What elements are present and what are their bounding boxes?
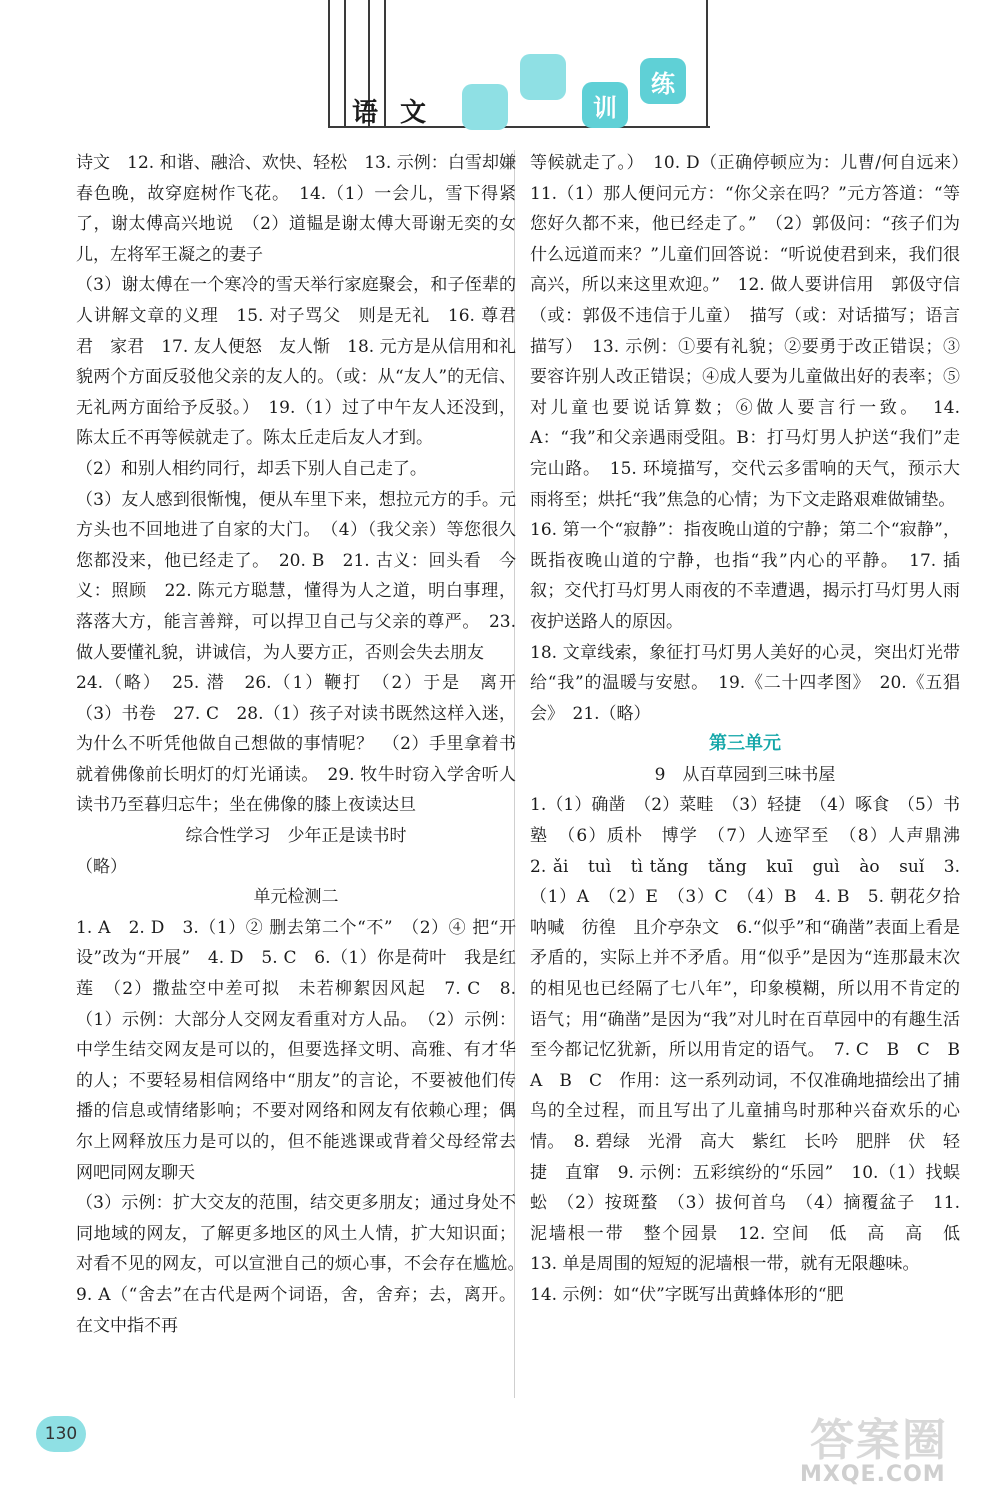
answer-paragraph: （3）谢太傅在一个寒冷的雪天举行家庭聚会，和子侄辈的人讲解文章的义理 15. 对子骂父 则是无礼 16. 尊君 君 家君 17. 友人便怒 友人惭 18. 元方是从信用和礼貌两个方面反驳他父亲的友人的。（或：从“友人”的无信、无礼两方面给予反驳。） 19.（1）过了中午友人还没到，陈太丘不再等候就走了。陈太丘走后友人才到。 [76,275,533,449]
watermark-url: MXQE.COM [800,1462,946,1487]
answer-paragraph: 16. 第一个“寂静”：指夜晚山道的宁静；第二个“寂静”，既指夜晚山道的宁静，也指“我”内心的平静。 17. 插叙；交代打马灯男人雨夜的不幸遭遇，揭示打马灯男人雨夜护送路人的原因。 [530,520,960,632]
unit-title: 第三单元 [709,733,781,755]
badge-3: 训 [582,82,628,128]
answer-paragraph: 18. 文章线索，象征打马灯男人美好的心灵，突出灯光带给“我”的温暖与安慰。 19.《二十四孝图》 20.《五猖会》 21.（略） [530,642,960,724]
page-number: 130 [36,1416,86,1452]
answer-paragraph: 等候就走了。） 10. D（正确停顿应为：儿曹/何自远来） 11.（1）那人便问元方：“你父亲在吗？”元方答道：“等您好久都不来，他已经走了。” （2）郭伋问：“孩子们为什么远道而来？”儿童们回答说：“听说使君到来，我们很高兴，所以来这里欢迎。” 12. 做人要讲信用 郭伋守信（或：郭伋不违信于儿童） 描写（或：对话描写；语言描写） 13. 示例：①要有礼貌；②要勇于改正错误；③要容许别人改正错误；④成人要为儿童做出好的表率；⑤对儿童也要说话算数；⑥做人要言行一致。 14. A：“我”和父亲遇雨受阻。B：打马灯男人护送“我们”走完山路。 15. 环境描写，交代云多雷响的天气，预示大雨将至；烘托“我”焦急的心情；为下文走路艰难做铺垫。 [530,153,977,510]
subject-char-2: 文 [400,98,429,128]
answer-paragraph: 1.（1）确凿 （2）菜畦 （3）轻捷 （4）啄食 （5）书塾 （6）质朴 博学 （7）人迹罕至 （8）人声鼎沸 2. ǎi tuì tì tǎng tǎng kuī guì ào suǐ 3.（1）A （2）E （3）C （4）B 4. B 5. 朝花夕拾 呐喊 彷徨 且介亭杂文 6.“似乎”和“确凿”表面上看是矛盾的，实际上并不矛盾。用“似乎”是因为“连那最末次的相见也已经隔了七八年”，印象模糊，所以用不肯定的语气；用“确凿”是因为“我”对儿时在百草园中的有趣生活至今都记忆犹新，所以用肯定的语气。 7. C B C B A B C 作用：这一系列动词，不仅准确地描绘出了捕鸟的全过程，而且写出了儿童捕鸟时那种兴奋欢乐的心情。 8. 碧绿 光滑 高大 紫红 长吟 肥胖 伏 轻捷 直窜 9. 示例：五彩缤纷的“乐园” 10.（1）找蜈蚣 （2）按斑蝥 （3）拔何首乌 （4）摘覆盆子 11. 泥墙根一带 整个园景 12. 空间 低 高 高 低 13. 单是周围的短短的泥墙根一带，就有无限趣味。 [530,795,977,1275]
header-baseline [328,126,710,128]
badge-1 [462,84,508,130]
section-title: 综合性学习 少年正是读书时 [185,826,407,847]
subject-char-1: 语 [352,98,381,128]
right-column [530,148,977,1311]
lesson-title: 9 从百草园到三味书屋 [654,764,836,785]
header-rule-right [706,0,708,128]
badge-4: 练 [640,58,686,104]
answer-paragraph: （3）示例：扩大交友的范围，结交更多朋友；通过身处不同地域的网友，了解更多地区的风土人情，扩大知识面；对看不见的网友，可以宣泄自己的烦心事，不会存在尴尬。 9. A（“舍去”在古代是两个词语，舍，舍弃；去，离开。在文中指不再 [76,1193,533,1336]
header-rule [344,0,346,128]
section-title: 单元检测二 [253,887,339,908]
header-rule-left [328,0,330,128]
page-header [0,0,1000,150]
answer-paragraph: （3）友人感到很惭愧，便从车里下来，想拉元方的手。元方头也不回地进了自家的大门。 （4）（我父亲）等您很久您都没来，他已经走了。 20. B 21. 古义：回头看 今义：照顾 22. 陈元方聪慧，懂得为人之道，明白事理，落落大方，能言善辩，可以捍卫自己与父亲的尊严。 23. 做人要懂礼貌，讲诚信，为人要方正，否则会失去朋友 [76,489,516,663]
answer-paragraph: 诗文 12. 和谐、融洽、欢快、轻松 13. 示例：白雪却嫌春色晚，故穿庭树作飞花。 14.（1）一会儿，雪下得紧了，谢太傅高兴地说 （2）道韫是谢太傅大哥谢无奕的女儿，左将军王凝之的妻子 [76,153,516,265]
answer-paragraph: 14. 示例：如“伏”字既写出黄蜂体形的“肥 [530,1284,844,1305]
watermark-logo [792,1400,982,1490]
answer-paragraph: 1. A 2. D 3.（1）② 删去第二个“不” （2）④ 把“开设”改为“开展” 4. D 5. C 6.（1）你是荷叶 我是红莲 （2）撒盐空中差可拟 未若柳絮因风起 7. C 8.（1）示例：大部分人交网友看重对方人品。 （2）示例：中学生结交网友是可以的，但要选择文明、高雅、有才华的人；不要轻易相信网络中“朋友”的言论，不要被他们传播的信息或情绪影响；不要对网络和网友有依赖心理；偶尔上网释放压力是可以的，但不能逃课或背着父母经常去网吧同网友聊天 [76,917,516,1183]
answer-paragraph: （2）和别人相约同行，却丢下别人自己走了。 [76,458,427,479]
watermark-text: 答案圈 [810,1415,948,1466]
left-column [76,148,533,1341]
badge-2 [520,54,566,100]
header-rule [384,0,386,128]
answer-paragraph: 24.（略） 25. 潜 26.（1）鞭打 （2）于是 离开 （3）书卷 27. C 28.（1）孩子对读书既然这样入迷，为什么不听凭他做自己想做的事情呢？ （2）手里拿着书就着佛像前长明灯的灯光诵读。 29. 牧牛时窃入学舍听人读书乃至暮归忘牛；坐在佛像的膝上夜读达旦 [76,673,533,816]
section-content: （略） [76,856,127,877]
